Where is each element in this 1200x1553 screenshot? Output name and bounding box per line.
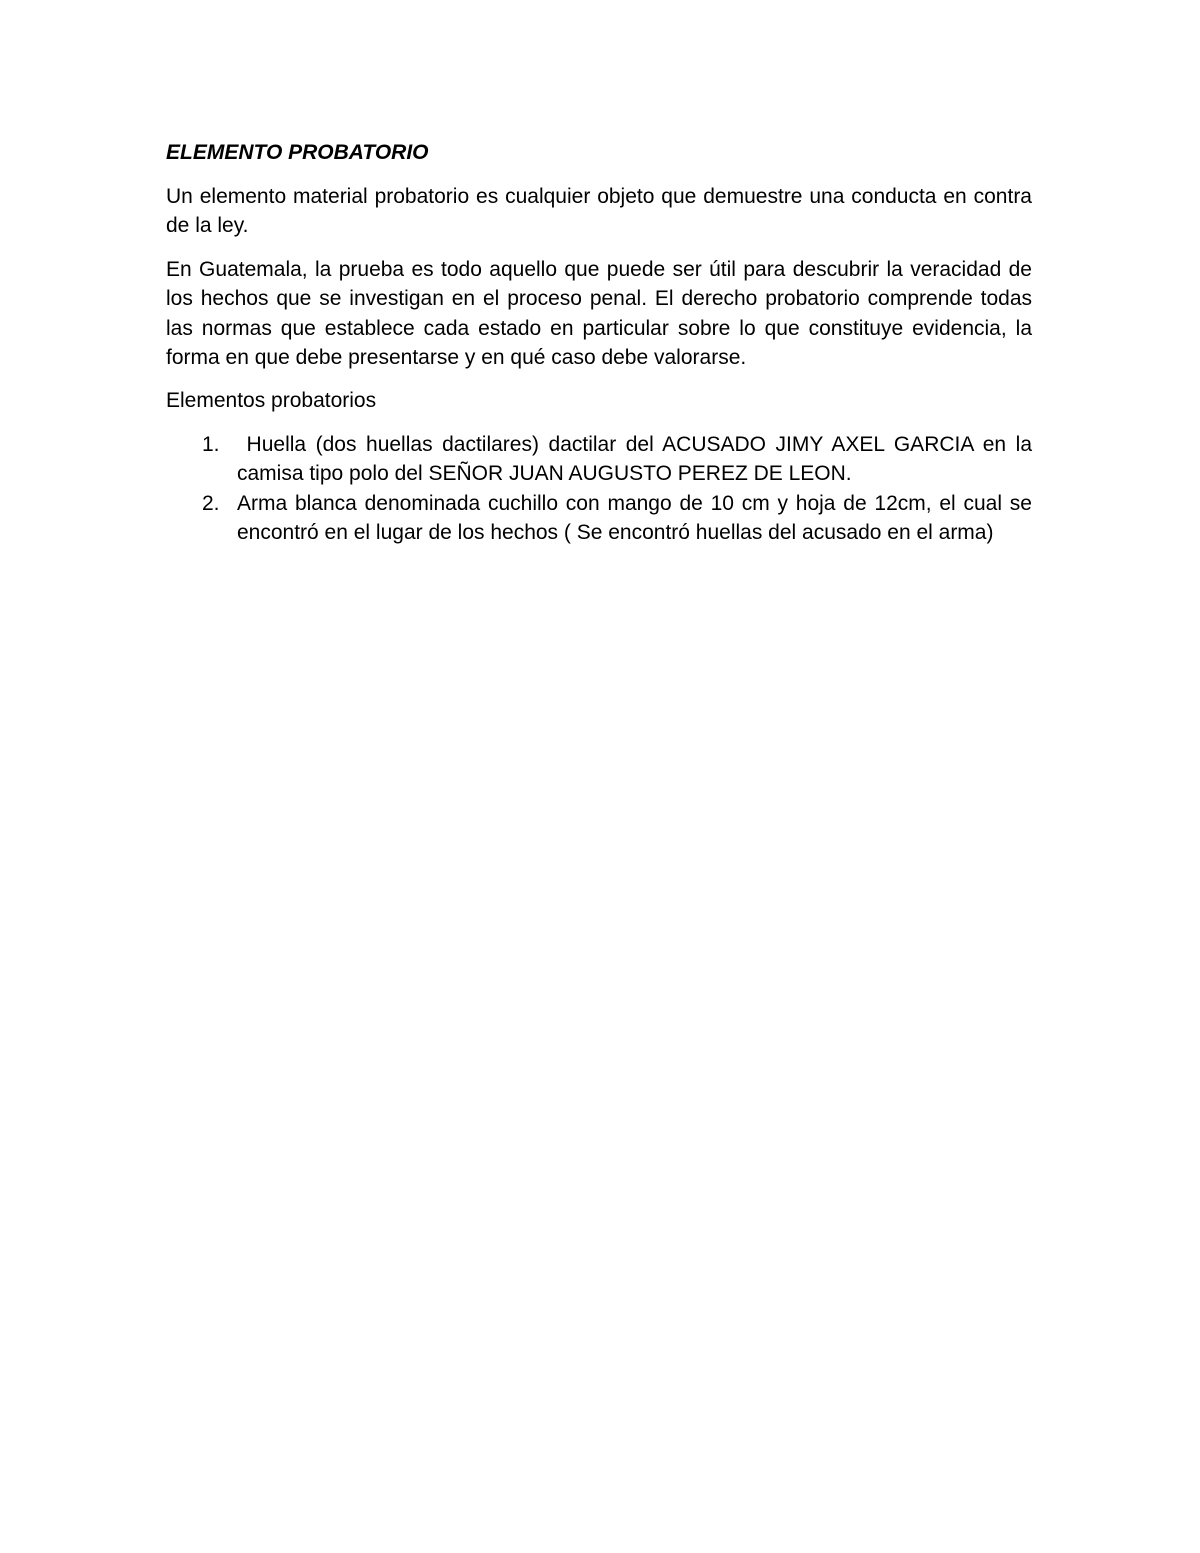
list-item-text: Arma blanca denominada cuchillo con mango de 10 cm y hoja de 12cm, el cual se encontró en el lugar de los hechos ( Se encontró huellas del acusado en el arma) (237, 491, 1032, 545)
list-item-number: 1. (202, 432, 220, 456)
list-item-number: 2. (202, 491, 220, 515)
list-heading: Elementos probatorios (166, 389, 377, 413)
paragraph-definition: Un elemento material probatorio es cualquier objeto que demuestre una conducta en contra de la ley. (166, 185, 1032, 238)
paragraph-guatemala: En Guatemala, la prueba es todo aquello que puede ser útil para descubrir la veracidad de los hechos que se investigan en el proceso penal. El derecho probatorio comprende todas las normas que establece cada estado en particular sobre lo que constituye evidencia, la forma en que debe presentarse y en qué caso debe valorarse. (166, 257, 1032, 370)
list-item (166, 430, 1038, 489)
document-title: ELEMENTO PROBATORIO (166, 141, 429, 164)
list-item-text: Huella (dos huellas dactilares) dactilar del ACUSADO JIMY AXEL GARCIA en la camisa tipo polo del SEÑOR JUAN AUGUSTO PEREZ DE LEON. (237, 432, 1038, 486)
list-item (166, 489, 1032, 548)
evidence-list (166, 430, 1038, 548)
document-page (166, 138, 1038, 547)
